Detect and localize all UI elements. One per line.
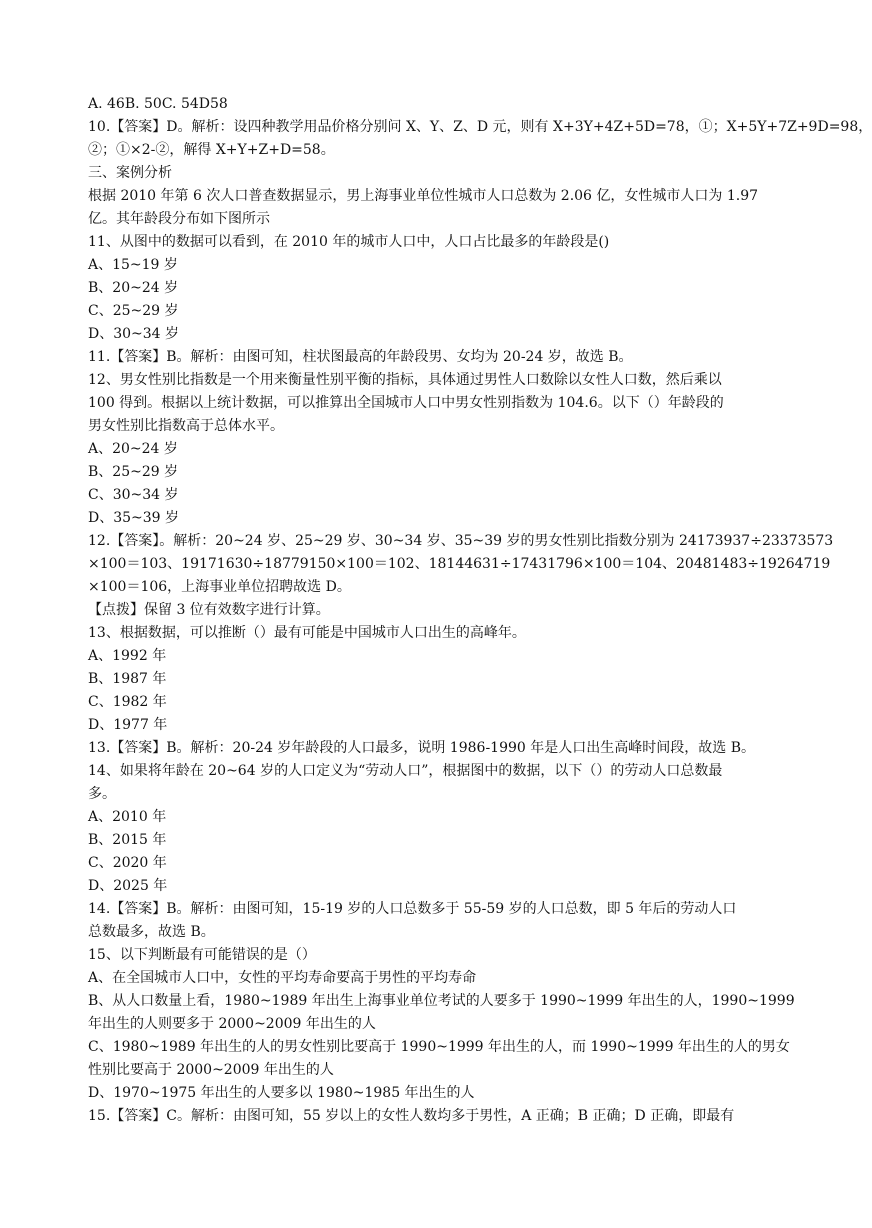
- text-line: 根据 2010 年第 6 次人口普查数据显示，男上海事业单位性城市人口总数为 2.06 亿，女性城市人口为 1.97: [88, 188, 759, 204]
- text-line: 男女性别比指数高于总体水平。: [88, 418, 284, 434]
- option-d: D、2025 年: [88, 878, 168, 894]
- option-d: D、1970~1975 年出生的人要多以 1980~1985 年出生的人: [88, 1085, 475, 1101]
- option-b: B、从人口数量上看，1980~1989 年出生上海事业单位考试的人要多于 1990~1999 年出生的人，1990~1999: [88, 993, 795, 1009]
- text-line: ×100＝106，上海事业单位招聘故选 D。: [88, 579, 351, 595]
- option-a: A、1992 年: [88, 648, 167, 664]
- document-body: [88, 93, 872, 1128]
- option-d: D、35~39 岁: [88, 510, 180, 526]
- question-11: 11、从图中的数据可以看到，在 2010 年的城市人口中，人口占比最多的年龄段是(): [88, 234, 610, 250]
- question-15: 15、以下判断最有可能错误的是（）: [88, 947, 316, 963]
- question-13: 13、根据数据，可以推断（）最有可能是中国城市人口出生的高峰年。: [88, 625, 526, 641]
- text-line: 10.【答案】D。解析：设四种教学用品价格分别问 X、Y、Z、D 元，则有 X+3Y+4Z+5D=78，①；X+5Y+7Z+9D=98，: [88, 119, 872, 135]
- text-line: A. 46B. 50C. 54D58: [88, 96, 228, 112]
- text-line: 100 得到。根据以上统计数据，可以推算出全国城市人口中男女性别指数为 104.6。以下（）年龄段的: [88, 395, 724, 411]
- option-a: A、15~19 岁: [88, 257, 178, 273]
- answer-12: 12.【答案】。解析：20~24 岁、25~29 岁、30~34 岁、35~39 岁的男女性别比指数分别为 24173937÷23373573: [88, 533, 834, 549]
- tip-line: 【点拨】保留 3 位有效数字进行计算。: [88, 602, 330, 618]
- question-14: 14、如果将年龄在 20~64 岁的人口定义为“劳动人口”，根据图中的数据，以下（）的劳动人口总数最: [88, 763, 723, 779]
- option-a: A、在全国城市人口中，女性的平均寿命要高于男性的平均寿命: [88, 970, 477, 986]
- option-b: B、2015 年: [88, 832, 167, 848]
- option-c: C、30~34 岁: [88, 487, 179, 503]
- text-line: 多。: [88, 786, 116, 802]
- option-c: C、25~29 岁: [88, 303, 179, 319]
- option-d: D、1977 年: [88, 717, 168, 733]
- option-b: B、20~24 岁: [88, 280, 179, 296]
- text-line: 性别比要高于 2000~2009 年出生的人: [88, 1062, 334, 1078]
- text-line: 年出生的人则要多于 2000~2009 年出生的人: [88, 1016, 376, 1032]
- option-b: B、25~29 岁: [88, 464, 179, 480]
- option-c: C、1982 年: [88, 694, 167, 710]
- section-heading: 三、案例分析: [88, 165, 172, 181]
- text-line: ×100＝103、19171630÷18779150×100＝102、18144631÷17431796×100＝104、20481483÷19264719: [88, 556, 831, 572]
- option-c: C、2020 年: [88, 855, 167, 871]
- answer-13: 13.【答案】B。解析：20-24 岁年龄段的人口最多，说明 1986-1990 年是人口出生高峰时间段，故选 B。: [88, 740, 755, 756]
- option-c: C、1980~1989 年出生的人的男女性别比要高于 1990~1999 年出生的人，而 1990~1999 年出生的人的男女: [88, 1039, 790, 1055]
- option-a: A、20~24 岁: [88, 441, 178, 457]
- answer-14: 14.【答案】B。解析：由图可知，15-19 岁的人口总数多于 55-59 岁的人口总数，即 5 年后的劳动人口: [88, 901, 737, 917]
- option-a: A、2010 年: [88, 809, 167, 825]
- text-line: 总数最多，故选 B。: [88, 924, 215, 940]
- answer-15: 15.【答案】C。解析：由图可知，55 岁以上的女性人数均多于男性，A 正确；B 正确；D 正确，即最有: [88, 1108, 735, 1124]
- answer-11: 11.【答案】B。解析：由图可知，柱状图最高的年龄段男、女均为 20-24 岁，故选 B。: [88, 349, 633, 365]
- text-line: 亿。其年龄段分布如下图所示: [88, 211, 270, 227]
- option-d: D、30~34 岁: [88, 326, 180, 342]
- option-b: B、1987 年: [88, 671, 167, 687]
- text-line: ②；①×2-②，解得 X+Y+Z+D=58。: [88, 142, 335, 158]
- question-12: 12、男女性别比指数是一个用来衡量性别平衡的指标，具体通过男性人口数除以女性人口数，然后乘以: [88, 372, 722, 388]
